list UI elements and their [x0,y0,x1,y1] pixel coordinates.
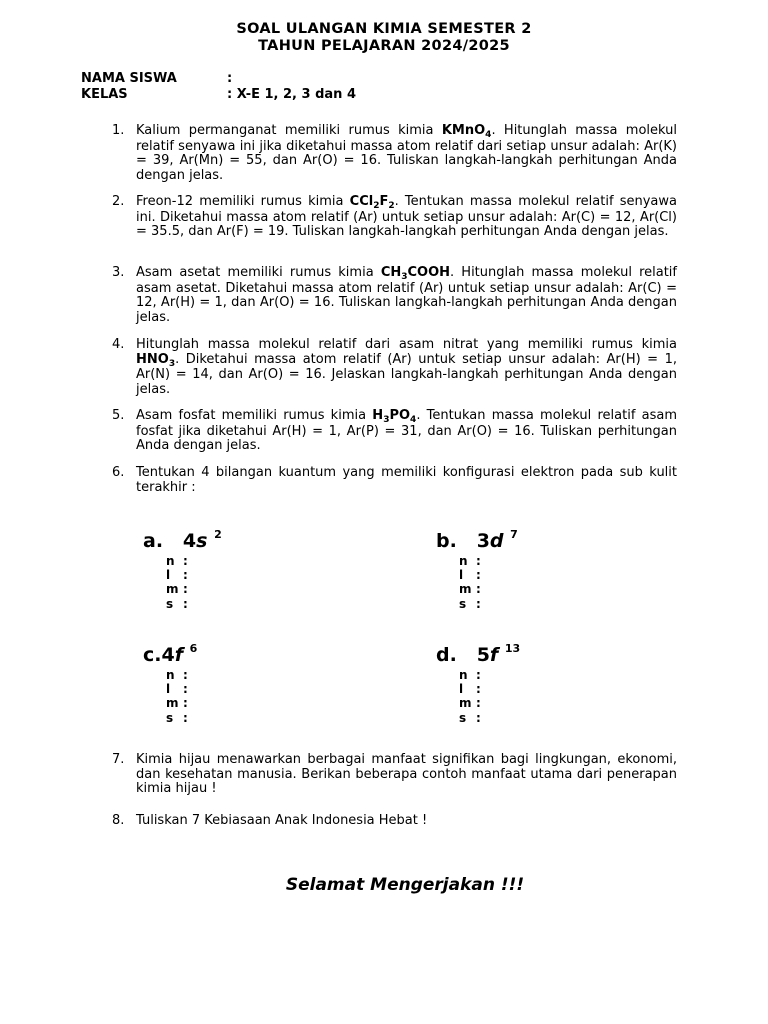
question-1 [112,124,677,183]
exam-title: SOAL ULANGAN KIMIA SEMESTER 2 [236,21,532,37]
quantum-answer-rows: n : l : m : s : [166,554,188,611]
student-class-value: : X-E 1, 2, 3 dan 4 [227,87,356,102]
quantum-config: d. 5f $^{13}$ [436,642,521,666]
question-number: 6. [112,465,125,480]
student-class-line [81,87,356,102]
question-text: Tentukan 4 bilangan kuantum yang memiliki konfigurasi elektron pada sub kulit terakhir : [136,465,677,495]
question-number: 8. [112,813,125,828]
quantum-config: c.4f $^6$ [143,642,198,666]
quantum-item-c [143,644,197,725]
question-text: Asam fosfat memiliki rumus kimia $H_3PO_4$. Tentukan massa molekul relatif asam fosfat jika diketahui Ar(H) = 1, Ar(P) = 31, dan Ar(O) = 16. Tuliskan perhitungan Anda dengan jelas. [136,408,678,454]
question-number: 1. [112,123,125,138]
closing-message: Selamat Mengerjakan !!! [285,875,525,895]
student-class-label: KELAS [81,87,128,102]
question-text: Tuliskan 7 Kebiasaan Anak Indonesia Hebat ! [136,813,428,828]
question-4 [112,338,677,397]
question-text: Kalium permanganat memiliki rumus kimia KMnO$_4$. Hitunglah massa molekul relatif senyawa ini jika diketahui massa atom relatif dari setiap unsur adalah: Ar(K) = 39, Ar(Mn) = 55, dan Ar(O) = 16. Tuliskan langkah-langkah perhitungan Anda dengan jelas. [136,123,677,183]
quantum-config: b. 3d $^7$ [436,528,518,552]
question-text: Freon-12 memiliki rumus kimia $CCl_2F_2$. Tentukan massa molekul relatif senyawa ini. Diketahui massa atom relatif (Ar) untuk setiap unsur adalah: Ar(C) = 12, Ar(Cl) = 35.5, dan Ar(F) = 19. Tuliskan langkah-langkah perhitungan Anda dengan jelas. [136,194,677,240]
quantum-item-a [143,530,222,611]
quantum-config: a. 4s $^2$ [143,528,222,552]
exam-year: TAHUN PELAJARAN 2024/2025 [258,38,510,54]
quantum-answer-rows: n : l : m : s : [166,668,188,725]
question-7 [112,753,677,797]
quantum-item-b [436,530,518,611]
quantum-answer-rows: n : l : m : s : [459,668,481,725]
student-name-value: : [227,71,233,86]
question-number: 2. [112,194,125,209]
quantum-item-d [436,644,520,725]
question-8 [112,814,677,829]
question-text: Asam asetat memiliki rumus kimia $CH_3COOH$. Hitunglah massa molekul relatif asam asetat. Diketahui massa atom relatif (Ar) untuk setiap unsur adalah: Ar(C) = 12, Ar(H) = 1, dan Ar(O) = 16. Tuliskan langkah-langkah perhitungan Anda dengan jelas. [136,265,677,325]
question-number: 5. [112,408,125,423]
question-2 [112,195,677,240]
question-number: 4. [112,337,125,352]
question-text: Hitunglah massa molekul relatif dari asam nitrat yang memiliki rumus kimia $HNO_3$. Diketahui massa atom relatif (Ar) untuk setiap unsur adalah: Ar(H) = 1, Ar(N) = 14, dan Ar(O) = 16. Jelaskan langkah-langkah perhitungan Anda dengan jelas. [136,337,677,397]
question-number: 3. [112,265,125,280]
question-number: 7. [112,752,125,767]
question-3 [112,266,677,325]
quantum-answer-rows: n : l : m : s : [459,554,481,611]
student-name-label: NAMA SISWA [81,71,177,86]
question-6 [112,466,677,495]
student-name-line [81,71,232,86]
question-5 [112,409,677,454]
question-text: Kimia hijau menawarkan berbagai manfaat signifikan bagi lingkungan, ekonomi, dan kesehatan manusia. Berikan beberapa contoh manfaat utama dari penerapan kimia hijau ! [136,752,677,797]
